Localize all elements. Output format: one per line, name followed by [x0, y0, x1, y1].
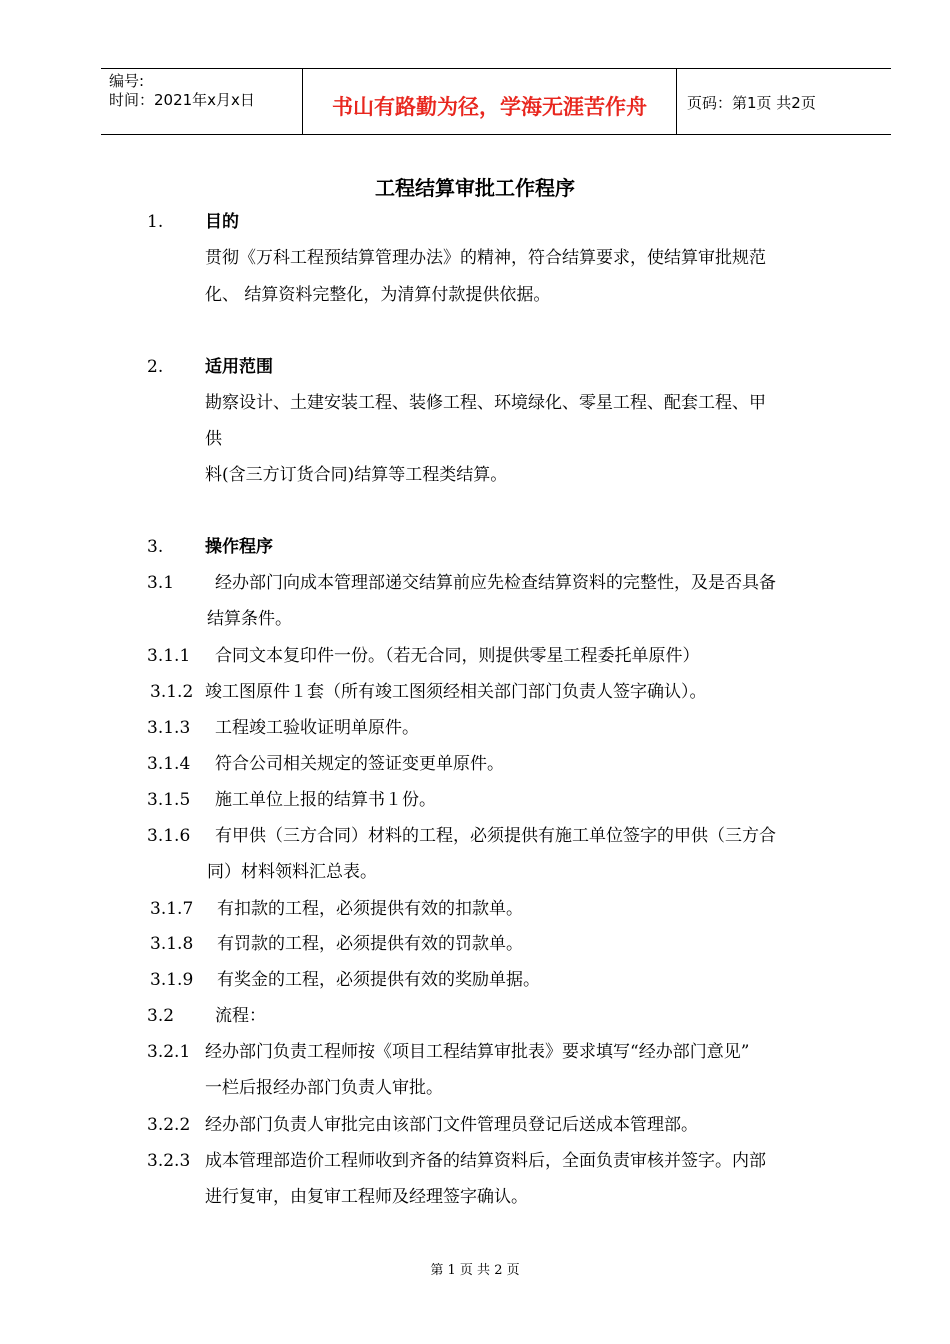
- item-number: 3.1.9: [150, 970, 194, 990]
- section-number: 3.: [147, 537, 164, 557]
- paragraph-line: 料(含三方订货合同)结算等工程类结算。: [205, 465, 508, 485]
- item-continuation: 一栏后报经办部门负责人审批。: [205, 1078, 443, 1098]
- section-number: 1.: [147, 212, 164, 232]
- item-text: 成本管理部造价工程师收到齐备的结算资料后，全面负责审核并签字。内部: [205, 1151, 766, 1171]
- header-table: [101, 68, 891, 135]
- section-number: 2.: [147, 357, 164, 377]
- header-motto-cell: [303, 69, 677, 134]
- paragraph-line: 贯彻《万科工程预结算管理办法》的精神，符合结算要求，使结算审批规范: [205, 248, 766, 268]
- paragraph-line: 供: [205, 429, 222, 449]
- item-text: 经办部门负责人审批完由该部门文件管理员登记后送成本管理部。: [205, 1115, 698, 1135]
- motto-text: 书山有路勤为径，学海无涯苦作舟: [332, 95, 647, 119]
- item-text: 符合公司相关规定的签证变更单原件。: [215, 754, 504, 774]
- item-number: 3.1.5: [147, 790, 191, 810]
- item-continuation: 进行复审，由复审工程师及经理签字确认。: [205, 1187, 528, 1207]
- page-footer: 第 1 页 共 2 页: [430, 1263, 520, 1278]
- item-text: 经办部门向成本管理部递交结算前应先检查结算资料的完整性，及是否具备: [215, 573, 776, 593]
- item-text: 有罚款的工程，必须提供有效的罚款单。: [217, 934, 523, 954]
- item-text: 施工单位上报的结算书１份。: [215, 790, 436, 810]
- item-text: 有扣款的工程，必须提供有效的扣款单。: [217, 899, 523, 919]
- header-info-cell: [101, 69, 303, 134]
- item-text: 竣工图原件１套（所有竣工图须经相关部门部门负责人签字确认）。: [205, 682, 707, 702]
- item-text: 经办部门负责工程师按《项目工程结算审批表》要求填写“经办部门意见”: [205, 1042, 750, 1062]
- item-text: 有甲供（三方合同）材料的工程，必须提供有施工单位签字的甲供（三方合: [215, 826, 776, 846]
- item-continuation: 同）材料领料汇总表。: [207, 862, 377, 882]
- item-text: 合同文本复印件一份。（若无合同，则提供零星工程委托单原件）: [215, 646, 700, 666]
- section-heading: 适用范围: [205, 357, 273, 377]
- item-number: 3.1.6: [147, 826, 191, 846]
- item-continuation: 结算条件。: [207, 609, 292, 629]
- item-number: 3.2.2: [147, 1115, 191, 1135]
- header-page-cell: [677, 69, 891, 134]
- serial-label: 编号:: [109, 72, 145, 90]
- item-number: 3.1.3: [147, 718, 191, 738]
- item-number: 3.1.8: [150, 934, 194, 954]
- item-number: 3.1.7: [150, 899, 194, 919]
- time-label: 时间：2021年x月x日: [109, 91, 255, 109]
- section-heading: 操作程序: [205, 537, 273, 557]
- item-text: 流程：: [215, 1006, 266, 1026]
- document-title: 工程结算审批工作程序: [375, 176, 575, 200]
- item-number: 3.2: [147, 1006, 175, 1026]
- item-number: 3.2.1: [147, 1042, 191, 1062]
- item-number: 3.1.4: [147, 754, 191, 774]
- paragraph-line: 勘察设计、土建安装工程、装修工程、环境绿化、零星工程、配套工程、甲: [205, 393, 766, 413]
- item-number: 3.1.1: [147, 646, 191, 666]
- section-heading: 目的: [205, 212, 239, 232]
- paragraph-line: 化、 结算资料完整化，为清算付款提供依据。: [205, 285, 551, 305]
- item-text: 有奖金的工程，必须提供有效的奖励单据。: [217, 970, 540, 990]
- page-label: 页码：第1页 共2页: [687, 94, 816, 112]
- item-number: 3.1: [147, 573, 175, 593]
- item-number: 3.2.3: [147, 1151, 191, 1171]
- item-text: 工程竣工验收证明单原件。: [215, 718, 419, 738]
- item-number: 3.1.2: [150, 682, 194, 702]
